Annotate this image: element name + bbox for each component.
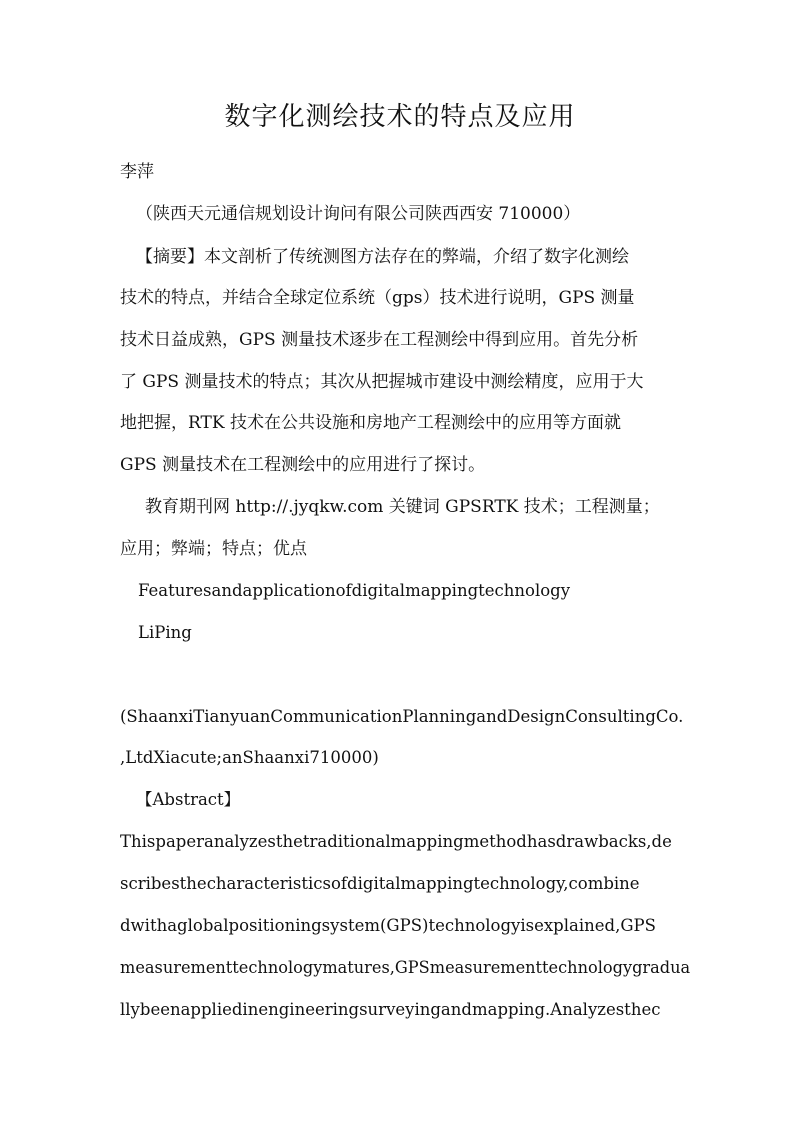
abstract-cn-line: GPS 测量技术在工程测绘中的应用进行了探讨。 bbox=[120, 455, 486, 475]
keywords-line: 应用；弊端；特点；优点 bbox=[120, 539, 307, 559]
abstract-en-line: scribesthecharacteristicsofdigitalmappingtechnology,combine bbox=[120, 874, 640, 893]
abstract-cn-line: 了 GPS 测量技术的特点；其次从把握城市建设中测绘精度，应用于大 bbox=[120, 372, 644, 392]
abstract-en-line: dwithaglobalpositioningsystem(GPS)technologyisexplained,GPS bbox=[120, 916, 656, 935]
abstract-cn-line: 技术日益成熟，GPS 测量技术逐步在工程测绘中得到应用。首先分析 bbox=[120, 330, 639, 350]
abstract-cn-line: 【摘要】本文剖析了传统测图方法存在的弊端，介绍了数字化测绘 bbox=[136, 247, 629, 267]
abstract-en-line: measurementtechnologymatures,GPSmeasurementtechnologygradua bbox=[120, 958, 691, 977]
abstract-cn-line: 地把握，RTK 技术在公共设施和房地产工程测绘中的应用等方面就 bbox=[120, 413, 621, 433]
abstract-en-line: Thispaperanalyzesthetraditionalmappingmethodhasdrawbacks,de bbox=[120, 832, 672, 851]
english-affiliation-line: ,LtdXiacute;anShaanxi710000) bbox=[120, 748, 379, 767]
author-name: 李萍 bbox=[120, 162, 154, 182]
document-title: 数字化测绘技术的特点及应用 bbox=[224, 102, 576, 132]
abstract-en-line: llybeenappliedinengineeringsurveyingandmapping.Analyzesthec bbox=[120, 1000, 661, 1019]
keywords-line: 教育期刊网 http://.jyqkw.com 关键词 GPSRTK 技术；工程测量； bbox=[145, 497, 660, 517]
english-affiliation-line: (ShaanxiTianyuanCommunicationPlanningandDesignConsultingCo. bbox=[120, 707, 684, 726]
english-author: LiPing bbox=[138, 623, 192, 642]
english-title: Featuresandapplicationofdigitalmappingtechnology bbox=[138, 581, 571, 600]
abstract-en-heading: 【Abstract】 bbox=[136, 790, 241, 809]
affiliation: （陕西天元通信规划设计询问有限公司陕西西安 710000） bbox=[136, 204, 581, 224]
abstract-cn-line: 技术的特点，并结合全球定位系统（gps）技术进行说明，GPS 测量 bbox=[120, 288, 635, 308]
